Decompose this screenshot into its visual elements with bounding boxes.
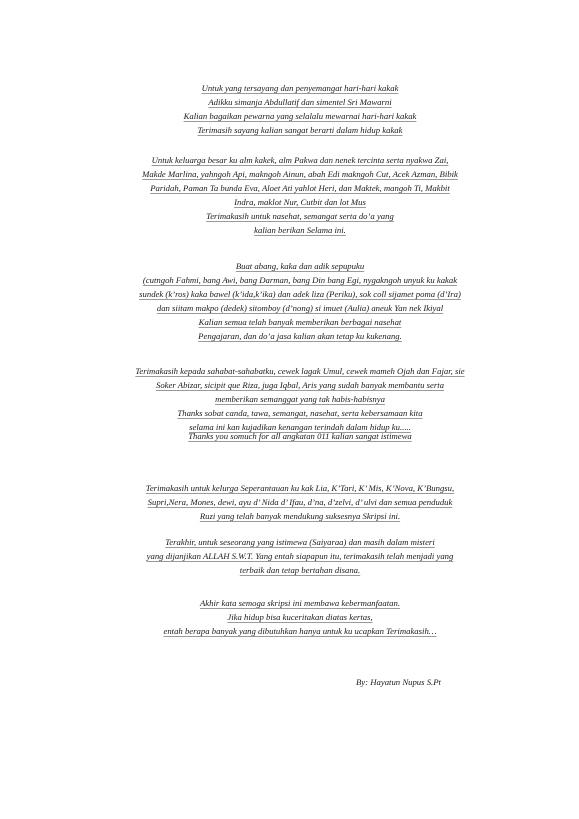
text-line: Terimasih sayang kalian sangat berarti dalam hidup kakak	[197, 125, 403, 135]
text-line: Akhir kata semoga skripsi ini membawa kebermanfaatan.	[199, 598, 401, 608]
text-line: Pengajaran, dan do’a jasa kalian akan tetap ku kukenang.	[198, 331, 402, 341]
text-line: Makde Marlina, yahngoh Api, makngoh Ainun, abah Edi makngoh Cut, Acek Azman, Bibik	[142, 169, 458, 179]
text-line: Jika hidup bisa kuceritakan diatas kertas,	[227, 612, 373, 622]
text-line: Kalian bagaikan pewarna yang selalalu mewarnai hari-hari kakak	[183, 111, 417, 121]
dedication-housemates	[100, 481, 500, 523]
dedication-family	[100, 153, 500, 237]
text-line: Untuk keluarga besar ku alm kakek, alm Pakwa dan nenek tercinta serta nyakwa Zai,	[151, 155, 449, 165]
text-line: Untuk yang tersayang dan penyemangat hari-hari kakak	[201, 83, 399, 93]
text-line: selama ini kan kujadikan kenangan terindah dalam hidup ku.....	[189, 422, 411, 432]
text-line: Soker Abizar, sicipit que Riza, juga Iqbal, Aris yang sudah banyak membantu serta	[155, 380, 445, 390]
text-line: Terimakasih untuk kelurga Seperantauan ku kak Lia, K’Tari, K’ Mis, K’Nova, K’Bungsu,	[145, 483, 455, 493]
dedication-siblings	[100, 81, 500, 137]
text-line: Supri,Nera, Mones, dewi, ayu d’ Nida d’ Ifau, d’na, d’zelvi, d’ ulvi dan semua penduduk	[147, 497, 453, 507]
text-line: Kalian semua telah banyak memberikan berbagai nasehat	[198, 317, 402, 327]
text-line: entah berapa banyak yang dibutuhkan hanya untuk ku ucapkan Terimakasih…	[163, 626, 437, 636]
text-line: Terimakasih untuk nasehat, semangat serta do’a yang	[206, 211, 394, 221]
text-line: Indra, maklot Nur, Cutbit dan lot Mus	[234, 197, 366, 207]
text-line: Ruzi yang telah banyak mendukung suksesnya Skripsi ini.	[199, 511, 401, 521]
text-line: (cutngoh Fahmi, bang Awi, bang Darman, bang Din bang Egi, nygakngoh unyuk ku kakak	[142, 275, 458, 285]
text-line: kalian berikan Selama ini.	[254, 225, 346, 235]
dedication-friends	[100, 364, 500, 434]
author-signature: By: Hayatun Nupus S.Pt	[356, 677, 441, 687]
text-line: Thanks you somuch for all angkatan 011 kalian sangat istimewa	[188, 431, 412, 441]
text-line: Buat abang, kaka dan adik sepupuku	[235, 261, 365, 271]
dedication-cousins	[100, 259, 500, 343]
text-line: yang dijanjikan ALLAH S.W.T. Yang entah siapapun itu, terimakasih telah menjadi yang	[146, 551, 454, 561]
text-line: dan siitam makpo (dedek) sitomboy (d’nong) si imuet (Aulia) aneuk Yan nek Ikiyal	[156, 303, 444, 313]
closing-remarks	[100, 596, 500, 638]
dedication-special-someone	[100, 535, 500, 577]
text-line: terbaik dan tetap bertahan disana.	[239, 565, 361, 575]
text-line: Thanks sobat canda, tawa, semangat, nasehat, serta kebersamaan kita	[177, 408, 423, 418]
text-line: Terimakasih kepada sahabat-sahabatku, cewek lagak Umul, cewek mameh Ojah dan Fajar, sie	[135, 366, 465, 376]
text-line: Terakhir, untuk seseorang yang istimewa (Saiyaraa) dan masih dalam misteri	[165, 537, 435, 547]
text-line: memberikan semanggat yang tak habis-habisnya	[215, 394, 385, 404]
text-line: Paridah, Paman Ta bunda Eva, Aloet Ati yahlot Heri, dan Maktek, mangoh Ti, Makbit	[150, 183, 450, 193]
dedication-batch	[100, 429, 500, 443]
text-line: sundek (k’ros) kaka bawel (k’ida,k’ika) dan adek liza (Periku), sok coll sijamet poma (d’Ira)	[139, 289, 461, 299]
text-line: Adikku simanja Abdullatif dan simentel Sri Mawarni	[208, 97, 392, 107]
